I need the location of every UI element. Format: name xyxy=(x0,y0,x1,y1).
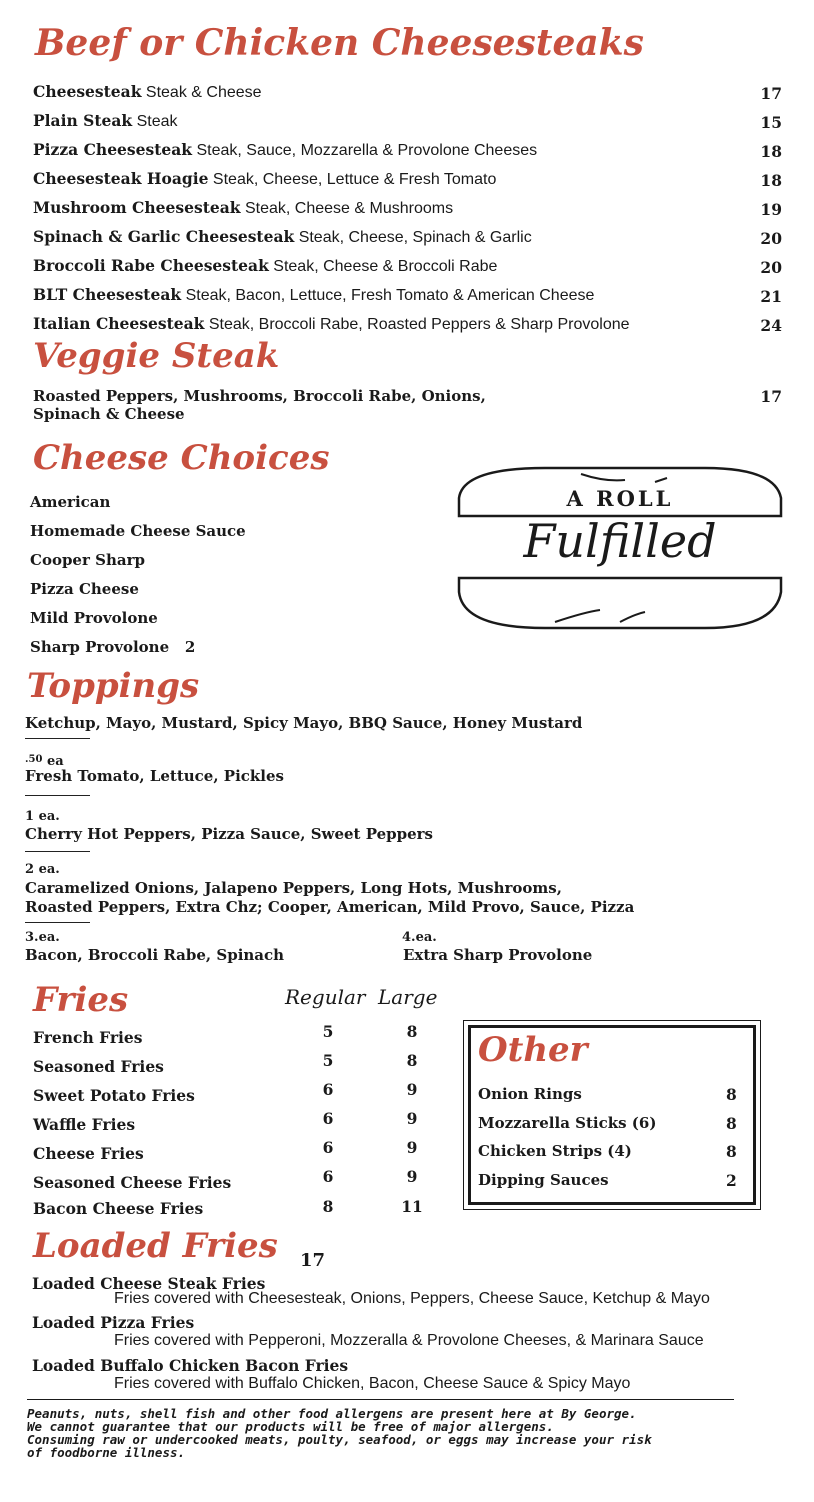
cheese-item: Pizza Cheese xyxy=(30,580,139,598)
menu-item xyxy=(33,82,782,108)
fries-regular-price: 8 xyxy=(322,1197,334,1216)
toppings-tier-5: Bacon, Broccoli Rabe, Spinach xyxy=(25,946,285,964)
divider xyxy=(25,922,90,923)
veggie-line-1: Roasted Peppers, Mushrooms, Broccoli Rabe, Onions, xyxy=(33,387,486,405)
fries-large-price: 11 xyxy=(401,1197,423,1216)
item-desc: Steak, Bacon, Lettuce, Fresh Tomato & American Cheese xyxy=(185,287,595,304)
fries-item-name: Sweet Potato Fries xyxy=(33,1086,195,1105)
item-desc: Steak, Cheese & Mushrooms xyxy=(244,200,454,217)
cheese-item: Mild Provolone xyxy=(30,609,158,627)
toppings-tier-6: Extra Sharp Provolone xyxy=(403,946,593,964)
loaded-item-desc: Fries covered with Cheesesteak, Onions, Peppers, Cheese Sauce, Ketchup & Mayo xyxy=(114,1290,710,1307)
menu-item xyxy=(33,169,782,195)
fries-large-price: 9 xyxy=(406,1138,418,1157)
tier-2-price: 1 ea. xyxy=(25,809,60,824)
loaded-item-desc: Fries covered with Pepperoni, Mozzeralla & Provolone Cheeses, & Marinara Sauce xyxy=(114,1332,704,1349)
other-item-price: 8 xyxy=(726,1085,737,1104)
fries-large-price: 9 xyxy=(406,1109,418,1128)
other-item-price: 8 xyxy=(726,1114,737,1133)
toppings-tier-3: Cherry Hot Peppers, Pizza Sauce, Sweet Peppers xyxy=(25,825,433,843)
fries-item-name: French Fries xyxy=(33,1028,143,1047)
loaded-fries-heading: Loaded Fries xyxy=(33,1226,278,1266)
divider xyxy=(25,738,90,739)
item-price: 24 xyxy=(760,316,782,335)
fries-large-price: 8 xyxy=(406,1051,418,1070)
toppings-tier-2: Fresh Tomato, Lettuce, Pickles xyxy=(25,767,284,785)
disclaimer-line-1: Peanuts, nuts, shell fish and other food allergens are present here at By George. xyxy=(27,1406,637,1421)
item-desc: Steak, Sauce, Mozzarella & Provolone Cheeses xyxy=(196,142,538,159)
other-item-name: Onion Rings xyxy=(478,1085,582,1103)
fries-item-name: Seasoned Cheese Fries xyxy=(33,1173,232,1192)
fries-item-name: Bacon Cheese Fries xyxy=(33,1199,204,1218)
other-item-name: Chicken Strips (4) xyxy=(478,1142,632,1160)
fries-regular-price: 5 xyxy=(322,1022,334,1041)
fries-col-large: Large xyxy=(378,985,438,1009)
cheesesteaks-heading: Beef or Chicken Cheesesteaks xyxy=(35,22,644,64)
cheese-price: 2 xyxy=(184,638,196,656)
toppings-tier-4-line-1: Caramelized Onions, Jalapeno Peppers, Long Hots, Mushrooms, xyxy=(25,879,562,897)
other-item-price: 2 xyxy=(726,1171,737,1190)
a-roll-fulfilled-logo xyxy=(455,462,785,634)
tier-5-price: 3.ea. xyxy=(25,930,60,945)
fries-heading: Fries xyxy=(33,980,129,1020)
item-name: Italian Cheesesteak xyxy=(33,314,205,333)
item-price: 20 xyxy=(760,258,782,277)
item-name: Cheesesteak xyxy=(33,82,142,101)
item-price: 18 xyxy=(760,171,782,190)
cheese-heading: Cheese Choices xyxy=(33,438,330,478)
tier-1-price-unit: ea xyxy=(46,754,64,769)
cheese-item: Homemade Cheese Sauce xyxy=(30,522,246,540)
item-name: BLT Cheesesteak xyxy=(33,285,182,304)
divider xyxy=(25,851,90,852)
fries-large-price: 8 xyxy=(406,1022,418,1041)
item-price: 19 xyxy=(760,200,782,219)
item-desc: Steak, Cheese, Spinach & Garlic xyxy=(298,229,532,246)
fries-regular-price: 6 xyxy=(322,1167,334,1186)
item-desc: Steak, Cheese, Lettuce & Fresh Tomato xyxy=(212,171,497,188)
loaded-item-name: Loaded Pizza Fries xyxy=(32,1313,195,1332)
fries-item-name: Cheese Fries xyxy=(33,1144,144,1163)
menu-item xyxy=(33,256,782,282)
other-item-price: 8 xyxy=(726,1142,737,1161)
item-price: 18 xyxy=(760,142,782,161)
item-name: Mushroom Cheesesteak xyxy=(33,198,241,217)
cheese-item: Cooper Sharp xyxy=(30,551,145,569)
fries-item-name: Waffle Fries xyxy=(33,1115,136,1134)
menu-item xyxy=(33,285,782,311)
cheese-item: American xyxy=(30,493,111,511)
item-name: Pizza Cheesesteak xyxy=(33,140,193,159)
other-item-name: Dipping Sauces xyxy=(478,1171,609,1189)
loaded-item-desc: Fries covered with Buffalo Chicken, Bacon, Cheese Sauce & Spicy Mayo xyxy=(114,1375,631,1392)
tier-6-price: 4.ea. xyxy=(402,930,437,945)
menu-item xyxy=(33,227,782,253)
fries-large-price: 9 xyxy=(406,1167,418,1186)
menu-item xyxy=(33,140,782,166)
item-desc: Steak, Broccoli Rabe, Roasted Peppers & Sharp Provolone xyxy=(208,316,630,333)
item-name: Plain Steak xyxy=(33,111,133,130)
fries-large-price: 9 xyxy=(406,1080,418,1099)
fries-regular-price: 6 xyxy=(322,1109,334,1128)
veggie-heading: Veggie Steak xyxy=(33,336,280,376)
item-price: 21 xyxy=(760,287,782,306)
item-price: 20 xyxy=(760,229,782,248)
item-price: 15 xyxy=(760,113,782,132)
item-name: Cheesesteak Hoagie xyxy=(33,169,209,188)
footer-divider xyxy=(27,1399,734,1400)
other-heading: Other xyxy=(478,1030,588,1070)
veggie-line-2: Spinach & Cheese xyxy=(33,405,185,423)
loaded-fries-price: 17 xyxy=(300,1250,326,1271)
item-name: Broccoli Rabe Cheesesteak xyxy=(33,256,269,275)
menu-item xyxy=(33,111,782,137)
logo-top-text: A ROLL xyxy=(566,486,674,511)
menu-item xyxy=(33,198,782,224)
veggie-price: 17 xyxy=(760,387,782,406)
loaded-item-name: Loaded Cheese Steak Fries xyxy=(32,1274,266,1293)
cheese-item xyxy=(30,638,195,656)
fries-regular-price: 6 xyxy=(322,1080,334,1099)
item-desc: Steak, Cheese & Broccoli Rabe xyxy=(273,258,498,275)
fries-item-name: Seasoned Fries xyxy=(33,1057,164,1076)
fries-regular-price: 6 xyxy=(322,1138,334,1157)
divider xyxy=(25,795,90,796)
item-price: 17 xyxy=(760,84,782,103)
disclaimer-line-3: Consuming raw or undercooked meats, poulty, seafood, or eggs may increase your risk xyxy=(27,1432,652,1447)
other-item-name: Mozzarella Sticks (6) xyxy=(478,1114,657,1132)
item-desc: Steak & Cheese xyxy=(145,84,262,101)
item-name: Spinach & Garlic Cheesesteak xyxy=(33,227,295,246)
toppings-tier-4-line-2: Roasted Peppers, Extra Chz; Cooper, American, Mild Provo, Sauce, Pizza xyxy=(25,898,635,916)
toppings-heading: Toppings xyxy=(27,666,200,706)
tier-1-price-main: .50 xyxy=(25,754,43,765)
loaded-item-name: Loaded Buffalo Chicken Bacon Fries xyxy=(32,1356,349,1375)
toppings-tier-1: Ketchup, Mayo, Mustard, Spicy Mayo, BBQ Sauce, Honey Mustard xyxy=(25,714,583,732)
logo-script-text: Fulfilled xyxy=(523,514,717,568)
fries-col-regular: Regular xyxy=(285,985,366,1009)
cheese-item-label: Sharp Provolone xyxy=(30,638,170,656)
disclaimer-line-4: of foodborne illness. xyxy=(27,1445,186,1460)
disclaimer-line-2: We cannot guarantee that our products will be free of major allergens. xyxy=(27,1419,554,1434)
tier-3-price: 2 ea. xyxy=(25,862,60,877)
fries-regular-price: 5 xyxy=(322,1051,334,1070)
item-desc: Steak xyxy=(136,113,178,130)
